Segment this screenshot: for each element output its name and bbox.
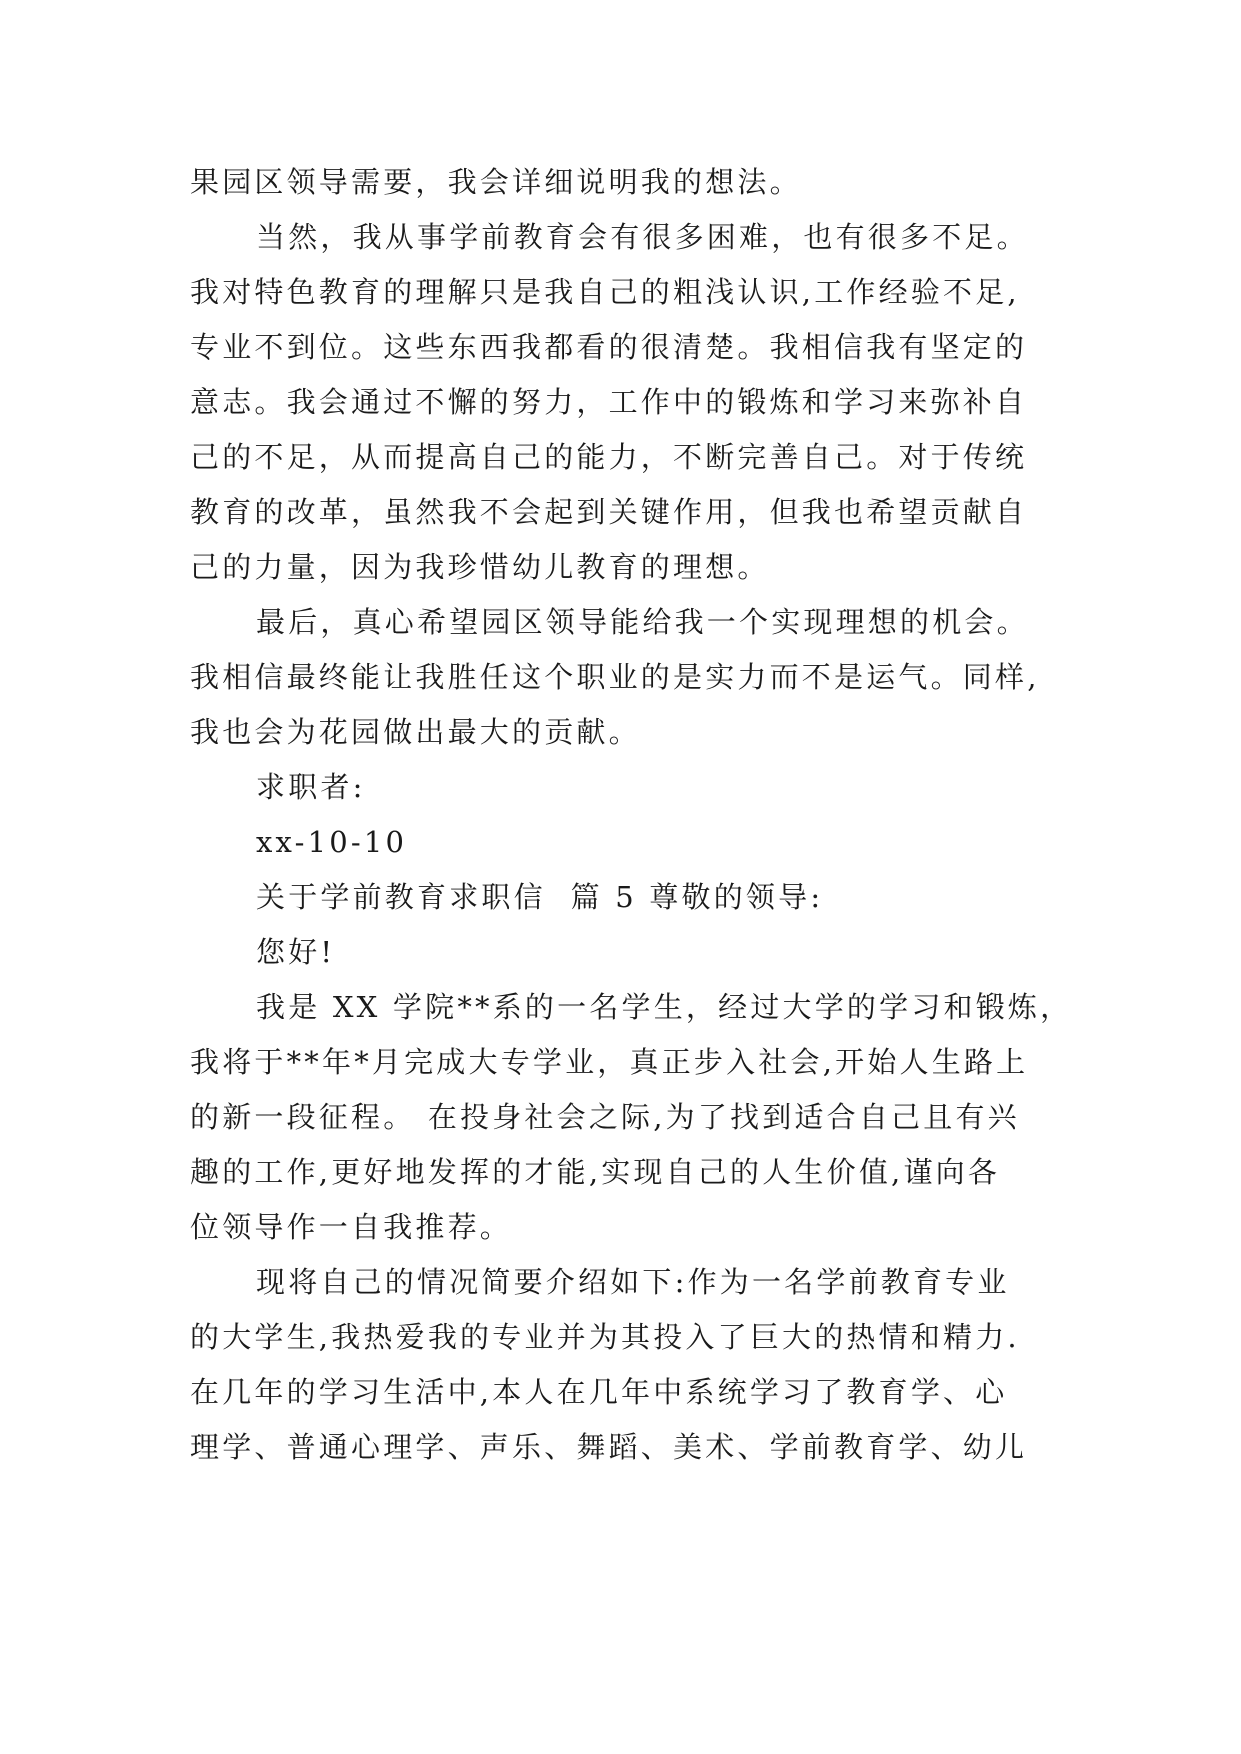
text-line: 我是 XX 学院**系的一名学生，经过大学的学习和锻炼， <box>256 990 1073 1024</box>
text-line: 教育的改革，虽然我不会起到关键作用，但我也希望贡献自 <box>190 495 1028 529</box>
greeting: 您好! <box>256 935 336 969</box>
text-line: 我也会为花园做出最大的贡献。 <box>190 715 641 749</box>
text-line: 意志。我会通过不懈的努力，工作中的锻炼和学习来弥补自 <box>190 385 1028 419</box>
section-heading: 关于学前教育求职信 篇 5 尊敬的领导: <box>256 880 824 914</box>
text-line: 果园区领导需要，我会详细说明我的想法。 <box>190 165 802 199</box>
text-line: 理学、普通心理学、声乐、舞蹈、美术、学前教育学、幼儿 <box>190 1430 1028 1464</box>
signature-label: 求职者: <box>256 770 366 804</box>
text-line: 现将自己的情况简要介绍如下:作为一名学前教育专业 <box>256 1265 1010 1299</box>
text-line: 在几年的学习生活中,本人在几年中系统学习了教育学、心 <box>190 1375 1008 1409</box>
text-line: 己的力量，因为我珍惜幼儿教育的理想。 <box>190 550 770 584</box>
text-line: 我将于**年*月完成大专学业，真正步入社会,开始人生路上 <box>190 1045 1029 1079</box>
text-line: 最后，真心希望园区领导能给我一个实现理想的机会。 <box>256 605 1029 639</box>
document-body <box>190 155 1090 1475</box>
text-line: 的大学生,我热爱我的专业并为其投入了巨大的热情和精力. <box>190 1320 1020 1354</box>
text-line: 专业不到位。这些东西我都看的很清楚。我相信我有坚定的 <box>190 330 1028 364</box>
text-line: 当然，我从事学前教育会有很多困难，也有很多不足。 <box>256 220 1029 254</box>
text-line: 的新一段征程。 在投身社会之际,为了找到适合自己且有兴 <box>190 1100 1020 1134</box>
text-line: 我相信最终能让我胜任这个职业的是实力而不是运气。同样, <box>190 660 1040 694</box>
signature-date: xx-10-10 <box>256 825 408 859</box>
text-line: 我对特色教育的理解只是我自己的粗浅认识,工作经验不足, <box>190 275 1020 309</box>
text-line: 己的不足，从而提高自己的能力，不断完善自己。对于传统 <box>190 440 1028 474</box>
text-line: 趣的工作,更好地发挥的才能,实现自己的人生价值,谨向各 <box>190 1155 1001 1189</box>
text-line: 位领导作一自我推荐。 <box>190 1210 513 1244</box>
